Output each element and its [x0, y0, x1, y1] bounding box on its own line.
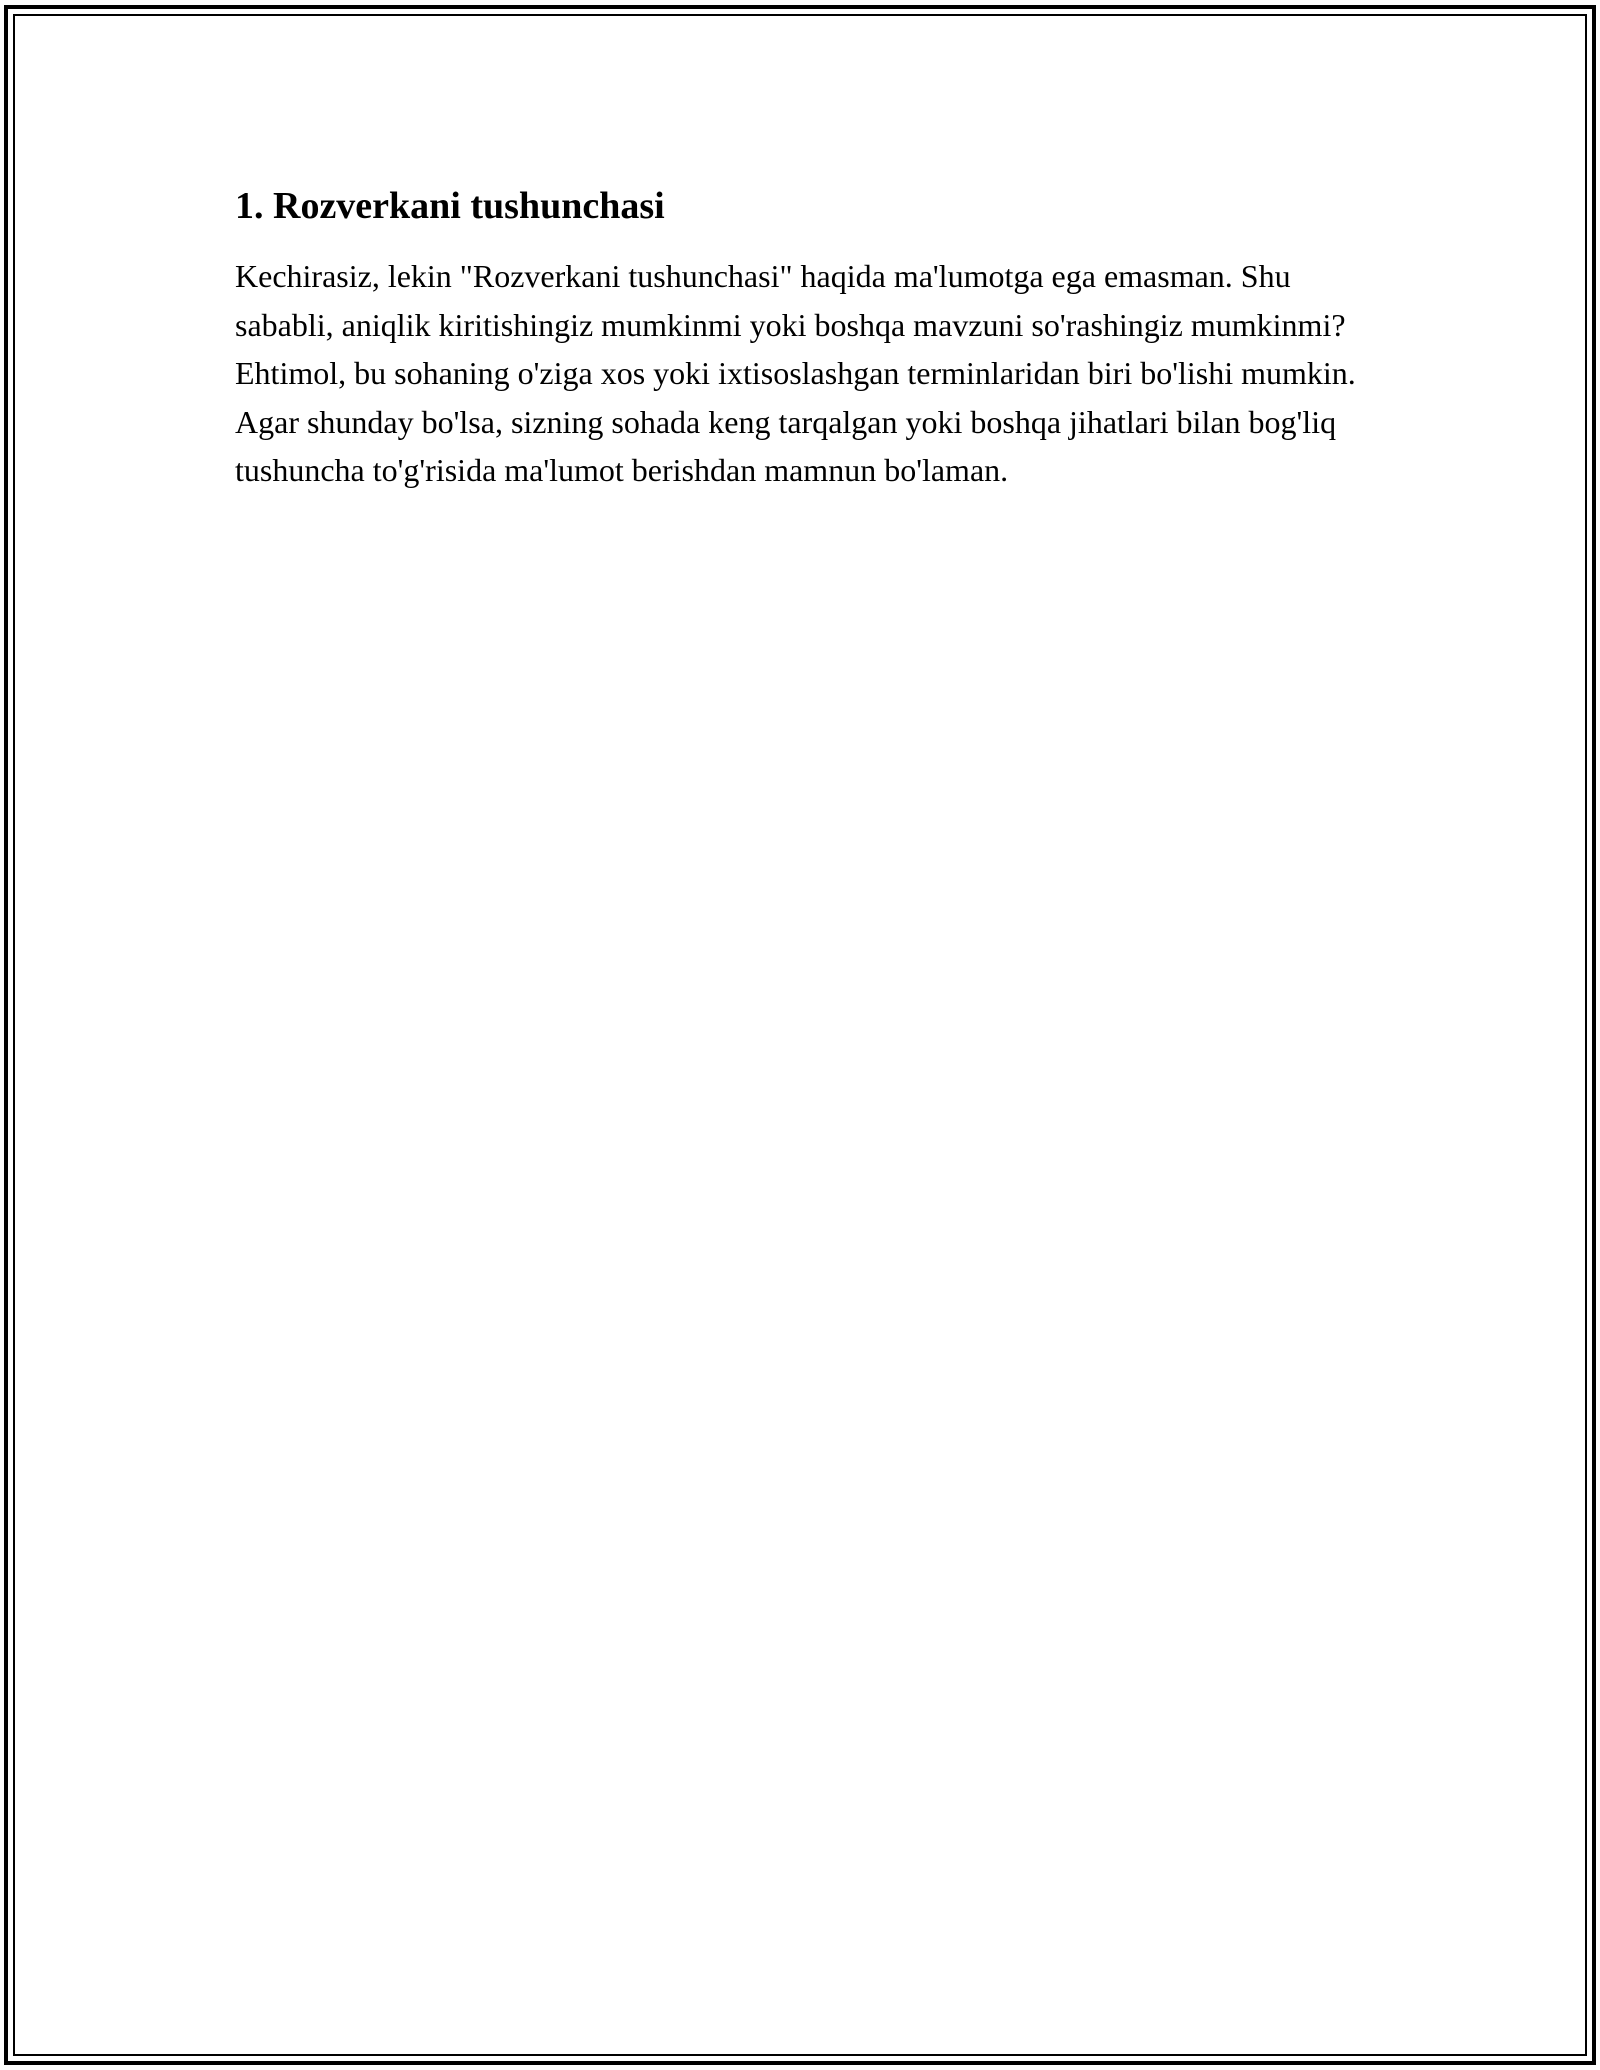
document-content	[235, 183, 1375, 495]
section-heading: 1. Rozverkani tushunchasi	[235, 185, 665, 227]
section-paragraph: Kechirasiz, lekin "Rozverkani tushunchasi" haqida ma'lumotga ega emasman. Shu sababli, aniqlik kiritishingiz mumkinmi yoki boshqa mavzuni so'rashingiz mumkinmi? Ehtimol, bu sohaning o'ziga xos yoki ixtisoslashgan terminlaridan biri bo'lishi mumkin. Agar shunday bo'lsa, sizning sohada keng tarqalgan yoki boshqa jihatlari bilan bog'liq tushuncha to'g'risida ma'lumot berishdan mamnun bo'laman.	[235, 258, 1356, 488]
